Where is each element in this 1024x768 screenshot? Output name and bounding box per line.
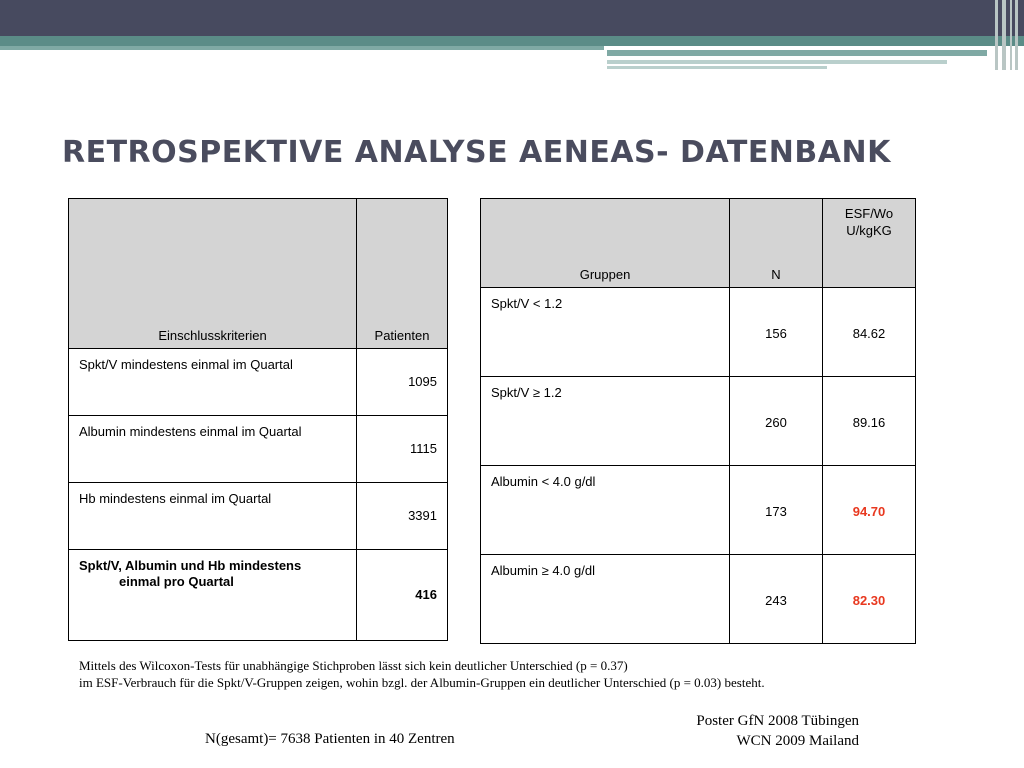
patients-value: 1115 xyxy=(410,441,437,456)
esf-value: 89.16 xyxy=(852,415,886,430)
table-row xyxy=(69,416,448,483)
esf-cell xyxy=(823,288,916,377)
header-esf: ESF/Wo xyxy=(844,206,894,221)
conference-line: Poster GfN 2008 Tübingen xyxy=(696,713,859,729)
criterion-cell xyxy=(69,483,357,550)
note-line: Mittels des Wilcoxon-Tests für unabhängige Stichproben lässt sich kein deutlicher Unterschied (p = 0.37) xyxy=(79,658,628,673)
decorative-line xyxy=(1002,0,1006,70)
decorative-line xyxy=(995,0,998,70)
criterion-label: Albumin mindestens einmal im Quartal xyxy=(79,424,302,439)
patients-cell xyxy=(357,416,448,483)
n-cell xyxy=(730,466,823,555)
header-criteria: Einschlusskriterien xyxy=(158,328,267,343)
header-groups: Gruppen xyxy=(579,267,631,282)
column-header xyxy=(730,199,823,288)
patients-value: 1095 xyxy=(408,374,437,389)
esf-cell xyxy=(823,466,916,555)
table-row xyxy=(69,550,448,641)
column-header xyxy=(481,199,730,288)
header-bar xyxy=(0,0,1024,36)
group-cell xyxy=(481,466,730,555)
criterion-cell xyxy=(69,416,357,483)
esf-value-highlight: 94.70 xyxy=(852,504,886,519)
n-value: 260 xyxy=(765,415,787,430)
conference-line: WCN 2009 Mailand xyxy=(736,733,859,749)
group-cell xyxy=(481,377,730,466)
n-value: 156 xyxy=(765,326,787,341)
group-label: Albumin < 4.0 g/dl xyxy=(491,474,596,489)
patients-value: 416 xyxy=(415,587,437,602)
n-value: 173 xyxy=(765,504,787,519)
criterion-label: Spkt/V mindestens einmal im Quartal xyxy=(79,357,293,372)
table-row xyxy=(481,555,916,644)
decorative-line xyxy=(1010,0,1012,70)
decorative-line xyxy=(1015,0,1018,70)
table-header-row xyxy=(481,199,916,288)
patients-value: 3391 xyxy=(408,508,437,523)
decorative-bar xyxy=(607,66,827,69)
note-line: im ESF-Verbrauch für die Spkt/V-Gruppen zeigen, wohin bzgl. der Albumin-Gruppen ein deutlicher Unterschied (p = 0.03) besteht. xyxy=(79,675,765,690)
esf-cell xyxy=(823,377,916,466)
criterion-label: Spkt/V, Albumin und Hb mindestens xyxy=(79,558,302,573)
decorative-bar xyxy=(607,60,947,64)
patients-cell xyxy=(357,349,448,416)
column-header xyxy=(69,199,357,349)
table-row xyxy=(481,377,916,466)
esf-value: 84.62 xyxy=(852,326,886,341)
decorative-bar xyxy=(607,50,987,56)
group-cell xyxy=(481,288,730,377)
inclusion-criteria-table xyxy=(68,198,448,641)
esf-cell xyxy=(823,555,916,644)
n-cell xyxy=(730,288,823,377)
table-row xyxy=(481,466,916,555)
patients-cell xyxy=(357,483,448,550)
criterion-cell xyxy=(69,550,357,641)
header-esf-unit: U/kgKG xyxy=(846,223,892,238)
group-label: Spkt/V < 1.2 xyxy=(491,296,563,311)
conference-credits xyxy=(696,711,859,751)
group-label: Spkt/V ≥ 1.2 xyxy=(491,385,562,400)
table-row xyxy=(69,349,448,416)
n-value: 243 xyxy=(765,593,787,608)
group-comparison-table xyxy=(480,198,916,644)
criterion-label-line2: einmal pro Quartal xyxy=(119,574,234,589)
table-header-row xyxy=(69,199,448,349)
column-header xyxy=(823,199,916,288)
total-count-text: N(gesamt)= 7638 Patienten in 40 Zentren xyxy=(205,731,455,747)
n-cell xyxy=(730,377,823,466)
teal-band-light xyxy=(0,46,604,50)
criterion-cell xyxy=(69,349,357,416)
page-title: RETROSPEKTIVE ANALYSE AENEAS- DATENBANK xyxy=(62,135,891,170)
patients-cell xyxy=(357,550,448,641)
table-row xyxy=(69,483,448,550)
n-cell xyxy=(730,555,823,644)
header-n: N xyxy=(771,267,781,282)
group-cell xyxy=(481,555,730,644)
statistics-note xyxy=(79,657,765,691)
esf-value-highlight: 82.30 xyxy=(852,593,886,608)
criterion-label: Hb mindestens einmal im Quartal xyxy=(79,491,272,506)
column-header xyxy=(357,199,448,349)
table-row xyxy=(481,288,916,377)
group-label: Albumin ≥ 4.0 g/dl xyxy=(491,563,595,578)
teal-band xyxy=(0,36,1024,46)
header-patients: Patienten xyxy=(374,328,430,343)
